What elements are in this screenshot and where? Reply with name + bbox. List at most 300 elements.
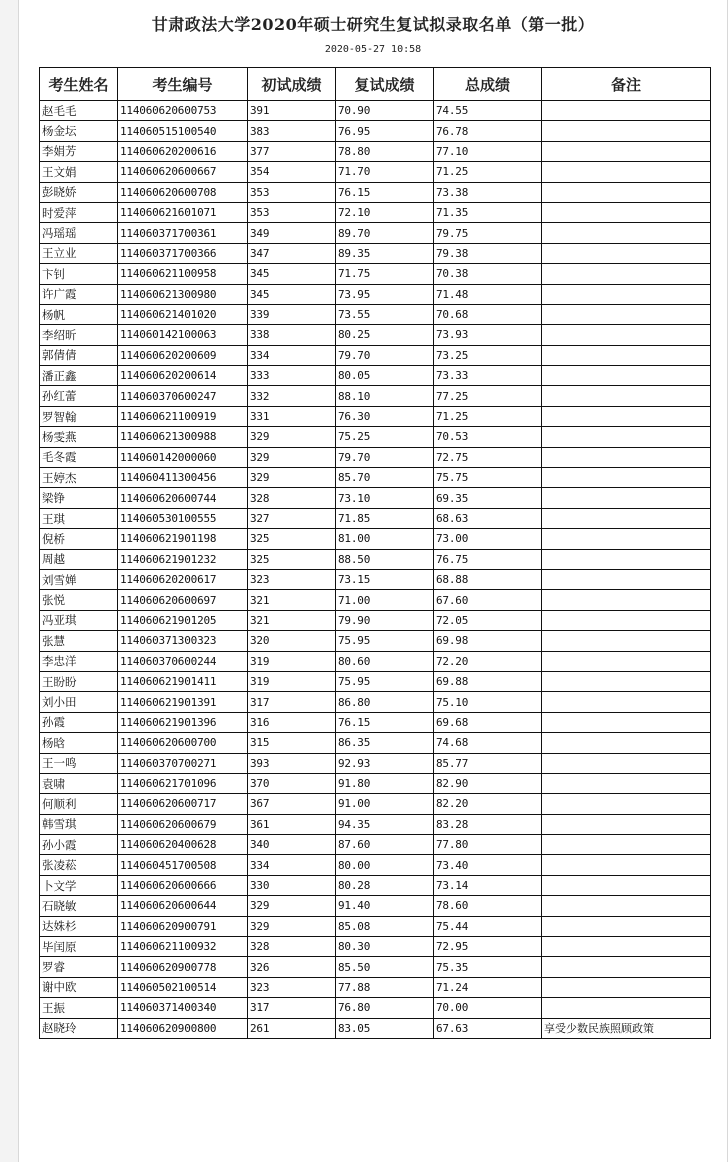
retest-score-cell: 89.70 — [336, 223, 434, 243]
candidate-id-cell: 114060620600717 — [118, 794, 248, 814]
candidate-name-cell: 潘正鑫 — [40, 366, 118, 386]
remarks-cell — [542, 977, 711, 997]
retest-score-cell: 80.28 — [336, 875, 434, 895]
remarks-cell — [542, 631, 711, 651]
initial-score-cell: 354 — [248, 162, 336, 182]
initial-score-cell: 261 — [248, 1018, 336, 1038]
table-row — [40, 447, 711, 467]
table-row — [40, 406, 711, 426]
publish-timestamp: 2020-05-27 10:58 — [324, 44, 422, 55]
total-score-cell: 67.60 — [434, 590, 542, 610]
remarks-cell — [542, 998, 711, 1018]
column-header-total-score: 总成绩 — [434, 68, 542, 101]
candidate-id-cell: 114060142000060 — [118, 447, 248, 467]
retest-score-cell: 71.85 — [336, 508, 434, 528]
candidate-id-cell: 114060620900800 — [118, 1018, 248, 1038]
initial-score-cell: 377 — [248, 141, 336, 161]
total-score-cell: 76.75 — [434, 549, 542, 569]
retest-score-cell: 87.60 — [336, 835, 434, 855]
initial-score-cell: 316 — [248, 712, 336, 732]
total-score-cell: 73.33 — [434, 366, 542, 386]
retest-score-cell: 76.30 — [336, 406, 434, 426]
remarks-cell — [542, 223, 711, 243]
candidate-id-cell: 114060371300323 — [118, 631, 248, 651]
total-score-cell: 82.20 — [434, 794, 542, 814]
initial-score-cell: 393 — [248, 753, 336, 773]
retest-score-cell: 92.93 — [336, 753, 434, 773]
remarks-cell — [542, 508, 711, 528]
retest-score-cell: 73.15 — [336, 569, 434, 589]
remarks-cell — [542, 957, 711, 977]
remarks-cell — [542, 121, 711, 141]
candidate-id-cell: 114060620200614 — [118, 366, 248, 386]
candidate-name-cell: 王盼盼 — [40, 671, 118, 691]
table-row — [40, 835, 711, 855]
remarks-cell — [542, 243, 711, 263]
candidate-id-cell: 114060621701096 — [118, 773, 248, 793]
table-row — [40, 733, 711, 753]
table-row — [40, 671, 711, 691]
total-score-cell: 74.68 — [434, 733, 542, 753]
candidate-id-cell: 114060620600679 — [118, 814, 248, 834]
retest-score-cell: 76.15 — [336, 712, 434, 732]
candidate-name-cell: 冯亚琪 — [40, 610, 118, 630]
table-row — [40, 794, 711, 814]
initial-score-cell: 329 — [248, 447, 336, 467]
remarks-cell — [542, 753, 711, 773]
candidate-name-cell: 张悦 — [40, 590, 118, 610]
initial-score-cell: 333 — [248, 366, 336, 386]
initial-score-cell: 317 — [248, 998, 336, 1018]
candidate-id-cell: 114060621901232 — [118, 549, 248, 569]
initial-score-cell: 331 — [248, 406, 336, 426]
initial-score-cell: 340 — [248, 835, 336, 855]
table-row — [40, 590, 711, 610]
table-row — [40, 529, 711, 549]
candidate-name-cell: 彭晓娇 — [40, 182, 118, 202]
candidate-id-cell: 114060620600666 — [118, 875, 248, 895]
total-score-cell: 77.80 — [434, 835, 542, 855]
remarks-cell — [542, 284, 711, 304]
remarks-cell — [542, 671, 711, 691]
table-row — [40, 569, 711, 589]
candidate-name-cell: 毕闰原 — [40, 937, 118, 957]
candidate-id-cell: 114060620600708 — [118, 182, 248, 202]
initial-score-cell: 321 — [248, 590, 336, 610]
candidate-id-cell: 114060370600247 — [118, 386, 248, 406]
initial-score-cell: 391 — [248, 101, 336, 121]
candidate-name-cell: 何顺利 — [40, 794, 118, 814]
retest-score-cell: 70.90 — [336, 101, 434, 121]
total-score-cell: 71.25 — [434, 406, 542, 426]
table-row — [40, 651, 711, 671]
table-row — [40, 101, 711, 121]
retest-score-cell: 79.90 — [336, 610, 434, 630]
total-score-cell: 72.95 — [434, 937, 542, 957]
remarks-cell — [542, 549, 711, 569]
total-score-cell: 70.00 — [434, 998, 542, 1018]
remarks-cell — [542, 386, 711, 406]
retest-score-cell: 76.80 — [336, 998, 434, 1018]
column-header-initial-score: 初试成绩 — [248, 68, 336, 101]
candidate-name-cell: 杨金坛 — [40, 121, 118, 141]
retest-score-cell: 78.80 — [336, 141, 434, 161]
candidate-id-cell: 114060621300988 — [118, 427, 248, 447]
candidate-id-cell: 114060371700361 — [118, 223, 248, 243]
candidate-id-cell: 114060621100958 — [118, 264, 248, 284]
candidate-name-cell: 杨帆 — [40, 304, 118, 324]
candidate-name-cell: 王立业 — [40, 243, 118, 263]
table-header-row — [40, 68, 711, 101]
table-row — [40, 345, 711, 365]
total-score-cell: 75.44 — [434, 916, 542, 936]
total-score-cell: 73.38 — [434, 182, 542, 202]
retest-score-cell: 89.35 — [336, 243, 434, 263]
remarks-cell — [542, 447, 711, 467]
remarks-cell — [542, 406, 711, 426]
retest-score-cell: 73.55 — [336, 304, 434, 324]
total-score-cell: 70.68 — [434, 304, 542, 324]
initial-score-cell: 319 — [248, 651, 336, 671]
candidate-id-cell: 114060621100932 — [118, 937, 248, 957]
initial-score-cell: 329 — [248, 427, 336, 447]
table-row — [40, 855, 711, 875]
candidate-id-cell: 114060451700508 — [118, 855, 248, 875]
table-row — [40, 508, 711, 528]
total-score-cell: 74.55 — [434, 101, 542, 121]
retest-score-cell: 79.70 — [336, 447, 434, 467]
retest-score-cell: 85.70 — [336, 468, 434, 488]
candidate-id-cell: 114060371700366 — [118, 243, 248, 263]
remarks-cell — [542, 345, 711, 365]
candidate-name-cell: 郭倩倩 — [40, 345, 118, 365]
total-score-cell: 83.28 — [434, 814, 542, 834]
candidate-id-cell: 114060620600644 — [118, 896, 248, 916]
initial-score-cell: 367 — [248, 794, 336, 814]
candidate-id-cell: 114060371400340 — [118, 998, 248, 1018]
total-score-cell: 69.98 — [434, 631, 542, 651]
candidate-name-cell: 韩雪琪 — [40, 814, 118, 834]
table-row — [40, 957, 711, 977]
initial-score-cell: 361 — [248, 814, 336, 834]
remarks-cell — [542, 325, 711, 345]
candidate-name-cell: 罗智翰 — [40, 406, 118, 426]
remarks-cell — [542, 264, 711, 284]
candidate-id-cell: 114060621901391 — [118, 692, 248, 712]
initial-score-cell: 328 — [248, 937, 336, 957]
candidate-name-cell: 王文娟 — [40, 162, 118, 182]
retest-score-cell: 85.08 — [336, 916, 434, 936]
initial-score-cell: 325 — [248, 529, 336, 549]
candidate-name-cell: 时爱萍 — [40, 202, 118, 222]
retest-score-cell: 80.05 — [336, 366, 434, 386]
column-header-remarks: 备注 — [542, 68, 711, 101]
retest-score-cell: 77.88 — [336, 977, 434, 997]
candidate-id-cell: 114060621901411 — [118, 671, 248, 691]
table-row — [40, 243, 711, 263]
table-row — [40, 998, 711, 1018]
table-row — [40, 773, 711, 793]
remarks-cell — [542, 304, 711, 324]
initial-score-cell: 327 — [248, 508, 336, 528]
total-score-cell: 82.90 — [434, 773, 542, 793]
initial-score-cell: 353 — [248, 202, 336, 222]
remarks-cell — [542, 773, 711, 793]
table-row — [40, 631, 711, 651]
total-score-cell: 71.35 — [434, 202, 542, 222]
total-score-cell: 77.10 — [434, 141, 542, 161]
table-row — [40, 610, 711, 630]
candidate-id-cell: 114060620600697 — [118, 590, 248, 610]
remarks-cell — [542, 733, 711, 753]
table-row — [40, 896, 711, 916]
column-header-id: 考生编号 — [118, 68, 248, 101]
candidate-name-cell: 杨晗 — [40, 733, 118, 753]
remarks-cell — [542, 814, 711, 834]
initial-score-cell: 329 — [248, 468, 336, 488]
total-score-cell: 75.35 — [434, 957, 542, 977]
total-score-cell: 75.75 — [434, 468, 542, 488]
total-score-cell: 71.48 — [434, 284, 542, 304]
retest-score-cell: 80.60 — [336, 651, 434, 671]
total-score-cell: 69.68 — [434, 712, 542, 732]
table-row — [40, 692, 711, 712]
candidate-id-cell: 114060142100063 — [118, 325, 248, 345]
candidate-id-cell: 114060620900791 — [118, 916, 248, 936]
table-row — [40, 223, 711, 243]
column-header-retest-score: 复试成绩 — [336, 68, 434, 101]
retest-score-cell: 94.35 — [336, 814, 434, 834]
total-score-cell: 73.40 — [434, 855, 542, 875]
initial-score-cell: 353 — [248, 182, 336, 202]
total-score-cell: 68.63 — [434, 508, 542, 528]
candidate-id-cell: 114060620200616 — [118, 141, 248, 161]
page-title: 甘肃政法大学2020年硕士研究生复试拟录取名单（第一批） — [151, 15, 595, 34]
initial-score-cell: 332 — [248, 386, 336, 406]
retest-score-cell: 75.25 — [336, 427, 434, 447]
candidate-name-cell: 王振 — [40, 998, 118, 1018]
table-row — [40, 386, 711, 406]
candidate-name-cell: 赵毛毛 — [40, 101, 118, 121]
table-row — [40, 304, 711, 324]
total-score-cell: 73.93 — [434, 325, 542, 345]
retest-score-cell: 91.40 — [336, 896, 434, 916]
candidate-name-cell: 王婷杰 — [40, 468, 118, 488]
retest-score-cell: 72.10 — [336, 202, 434, 222]
remarks-cell — [542, 651, 711, 671]
remarks-cell — [542, 590, 711, 610]
table-row — [40, 712, 711, 732]
candidate-id-cell: 114060620200617 — [118, 569, 248, 589]
initial-score-cell: 319 — [248, 671, 336, 691]
total-score-cell: 79.75 — [434, 223, 542, 243]
remarks-cell — [542, 468, 711, 488]
remarks-cell — [542, 569, 711, 589]
candidate-name-cell: 李娟芳 — [40, 141, 118, 161]
candidate-name-cell: 李绍昕 — [40, 325, 118, 345]
candidate-name-cell: 袁啸 — [40, 773, 118, 793]
total-score-cell: 69.35 — [434, 488, 542, 508]
candidate-id-cell: 114060620600744 — [118, 488, 248, 508]
remarks-cell — [542, 182, 711, 202]
candidate-id-cell: 114060621901198 — [118, 529, 248, 549]
retest-score-cell: 79.70 — [336, 345, 434, 365]
candidate-id-cell: 114060621300980 — [118, 284, 248, 304]
table-row — [40, 121, 711, 141]
candidate-name-cell: 罗睿 — [40, 957, 118, 977]
retest-score-cell: 85.50 — [336, 957, 434, 977]
initial-score-cell: 349 — [248, 223, 336, 243]
total-score-cell: 77.25 — [434, 386, 542, 406]
table-row — [40, 488, 711, 508]
candidate-name-cell: 孙红蕾 — [40, 386, 118, 406]
total-score-cell: 73.00 — [434, 529, 542, 549]
remarks-cell — [542, 692, 711, 712]
initial-score-cell: 345 — [248, 284, 336, 304]
candidate-id-cell: 114060621901205 — [118, 610, 248, 630]
total-score-cell: 69.88 — [434, 671, 542, 691]
remarks-cell — [542, 488, 711, 508]
remarks-cell — [542, 794, 711, 814]
initial-score-cell: 347 — [248, 243, 336, 263]
remarks-cell — [542, 427, 711, 447]
column-header-name: 考生姓名 — [40, 68, 118, 101]
retest-score-cell: 75.95 — [336, 631, 434, 651]
candidate-name-cell: 石晓敏 — [40, 896, 118, 916]
initial-score-cell: 338 — [248, 325, 336, 345]
candidate-id-cell: 114060502100514 — [118, 977, 248, 997]
candidate-name-cell: 张凌菘 — [40, 855, 118, 875]
total-score-cell: 68.88 — [434, 569, 542, 589]
candidate-name-cell: 孙霞 — [40, 712, 118, 732]
initial-score-cell: 328 — [248, 488, 336, 508]
table-row — [40, 468, 711, 488]
total-score-cell: 73.25 — [434, 345, 542, 365]
remarks-cell — [542, 202, 711, 222]
remarks-cell — [542, 712, 711, 732]
candidate-id-cell: 114060621401020 — [118, 304, 248, 324]
table-row — [40, 325, 711, 345]
table-row — [40, 284, 711, 304]
remarks-cell — [542, 896, 711, 916]
initial-score-cell: 329 — [248, 916, 336, 936]
total-score-cell: 78.60 — [434, 896, 542, 916]
table-row — [40, 814, 711, 834]
table-row — [40, 182, 711, 202]
candidate-name-cell: 刘雪婵 — [40, 569, 118, 589]
candidate-name-cell: 赵晓玲 — [40, 1018, 118, 1038]
retest-score-cell: 91.00 — [336, 794, 434, 814]
candidate-name-cell: 卜文学 — [40, 875, 118, 895]
retest-score-cell: 91.80 — [336, 773, 434, 793]
total-score-cell: 79.38 — [434, 243, 542, 263]
total-score-cell: 70.38 — [434, 264, 542, 284]
remarks-cell — [542, 855, 711, 875]
retest-score-cell: 73.95 — [336, 284, 434, 304]
remarks-cell: 享受少数民族照顾政策 — [542, 1018, 711, 1038]
remarks-cell — [542, 101, 711, 121]
retest-score-cell: 88.50 — [336, 549, 434, 569]
candidate-id-cell: 114060620200609 — [118, 345, 248, 365]
total-score-cell: 76.78 — [434, 121, 542, 141]
table-row — [40, 549, 711, 569]
table-row — [40, 977, 711, 997]
total-score-cell: 75.10 — [434, 692, 542, 712]
candidate-name-cell: 张慧 — [40, 631, 118, 651]
retest-score-cell: 76.15 — [336, 182, 434, 202]
table-row — [40, 753, 711, 773]
retest-score-cell: 73.10 — [336, 488, 434, 508]
candidate-name-cell: 周越 — [40, 549, 118, 569]
retest-score-cell: 83.05 — [336, 1018, 434, 1038]
candidate-id-cell: 114060620600700 — [118, 733, 248, 753]
initial-score-cell: 320 — [248, 631, 336, 651]
total-score-cell: 71.24 — [434, 977, 542, 997]
candidate-name-cell: 冯瑶瑶 — [40, 223, 118, 243]
retest-score-cell: 81.00 — [336, 529, 434, 549]
retest-score-cell: 76.95 — [336, 121, 434, 141]
initial-score-cell: 329 — [248, 896, 336, 916]
candidate-id-cell: 114060370600244 — [118, 651, 248, 671]
total-score-cell: 73.14 — [434, 875, 542, 895]
retest-score-cell: 80.25 — [336, 325, 434, 345]
remarks-cell — [542, 610, 711, 630]
retest-score-cell: 71.75 — [336, 264, 434, 284]
retest-score-cell: 88.10 — [336, 386, 434, 406]
initial-score-cell: 339 — [248, 304, 336, 324]
table-row — [40, 264, 711, 284]
candidate-id-cell: 114060370700271 — [118, 753, 248, 773]
candidate-name-cell: 倪桥 — [40, 529, 118, 549]
candidate-id-cell: 114060620600753 — [118, 101, 248, 121]
candidate-id-cell: 114060530100555 — [118, 508, 248, 528]
remarks-cell — [542, 916, 711, 936]
candidate-name-cell: 刘小田 — [40, 692, 118, 712]
candidate-name-cell: 达姝杉 — [40, 916, 118, 936]
candidate-name-cell: 王一鸣 — [40, 753, 118, 773]
total-score-cell: 72.75 — [434, 447, 542, 467]
candidate-id-cell: 114060515100540 — [118, 121, 248, 141]
candidate-id-cell: 114060621901396 — [118, 712, 248, 732]
total-score-cell: 72.05 — [434, 610, 542, 630]
candidate-id-cell: 114060621601071 — [118, 202, 248, 222]
candidate-name-cell: 许广霞 — [40, 284, 118, 304]
initial-score-cell: 325 — [248, 549, 336, 569]
retest-score-cell: 86.35 — [336, 733, 434, 753]
candidate-name-cell: 卞钊 — [40, 264, 118, 284]
total-score-cell: 71.25 — [434, 162, 542, 182]
initial-score-cell: 383 — [248, 121, 336, 141]
candidate-name-cell: 孙小霞 — [40, 835, 118, 855]
candidate-id-cell: 114060411300456 — [118, 468, 248, 488]
total-score-cell: 85.77 — [434, 753, 542, 773]
table-row — [40, 1018, 711, 1038]
remarks-cell — [542, 835, 711, 855]
initial-score-cell: 315 — [248, 733, 336, 753]
table-row — [40, 202, 711, 222]
retest-score-cell: 86.80 — [336, 692, 434, 712]
initial-score-cell: 326 — [248, 957, 336, 977]
retest-score-cell: 80.30 — [336, 937, 434, 957]
table-row — [40, 366, 711, 386]
table-row — [40, 875, 711, 895]
retest-score-cell: 80.00 — [336, 855, 434, 875]
candidate-name-cell: 李忠洋 — [40, 651, 118, 671]
retest-score-cell: 71.70 — [336, 162, 434, 182]
candidate-name-cell: 梁铮 — [40, 488, 118, 508]
candidate-id-cell: 114060620400628 — [118, 835, 248, 855]
initial-score-cell: 334 — [248, 855, 336, 875]
